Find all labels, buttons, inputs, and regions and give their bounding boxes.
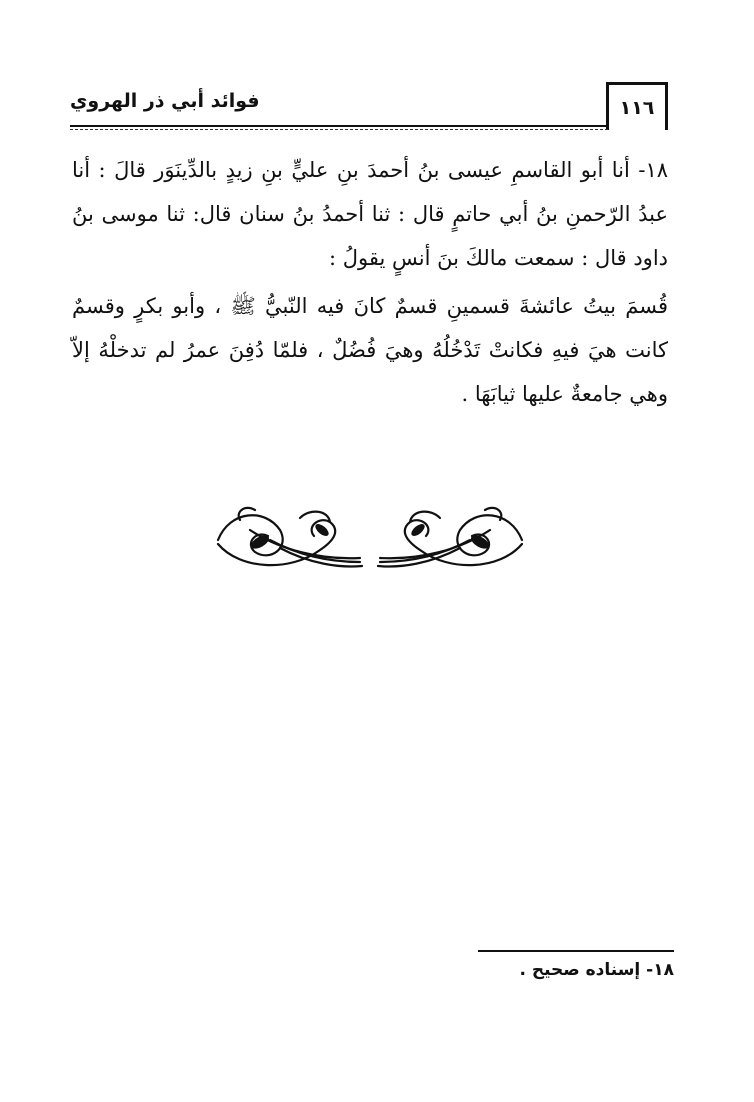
page-header bbox=[70, 82, 668, 130]
running-title: فوائد أبي ذر الهروي bbox=[70, 90, 260, 112]
footnote-rule bbox=[478, 950, 674, 952]
header-rule-dashed bbox=[70, 129, 608, 130]
hadith-text-paragraph: قُسمَ بيتُ عائشةَ قسمينِ قسمٌ كانَ فيه النّبيُّ ﷺ ، وأبو بكرٍ وقسمٌ كانت هيَ فيهِ فكانتْ تَدْخُلُهُ وهيَ فُضُلٌ ، فلمّا دُفِنَ عمرُ لم تدخلْهُ إلاّ وهي جامعةٌ عليها ثيابَهَا . bbox=[72, 294, 668, 406]
hadith-chain-paragraph: ١٨- أنا أبو القاسمِ عيسى بنُ أحمدَ بنِ عليٍّ بنِ زيدٍ بالدِّينَوَر قالَ : أنا عبدُ الرّحمنِ بنُ أبي حاتمٍ قال : ثنا أحمدُ بنُ سنان قال: ثنا موسى بنُ داود قال : سمعت مالكَ بنَ أنسٍ يقولُ : bbox=[72, 158, 668, 270]
floral-ornament-icon bbox=[210, 500, 530, 580]
main-text bbox=[72, 148, 668, 416]
footnote: ١٨- إسناده صحيح . bbox=[519, 960, 674, 980]
header-rule bbox=[70, 125, 608, 127]
page-number: ١١٦ bbox=[606, 82, 668, 130]
